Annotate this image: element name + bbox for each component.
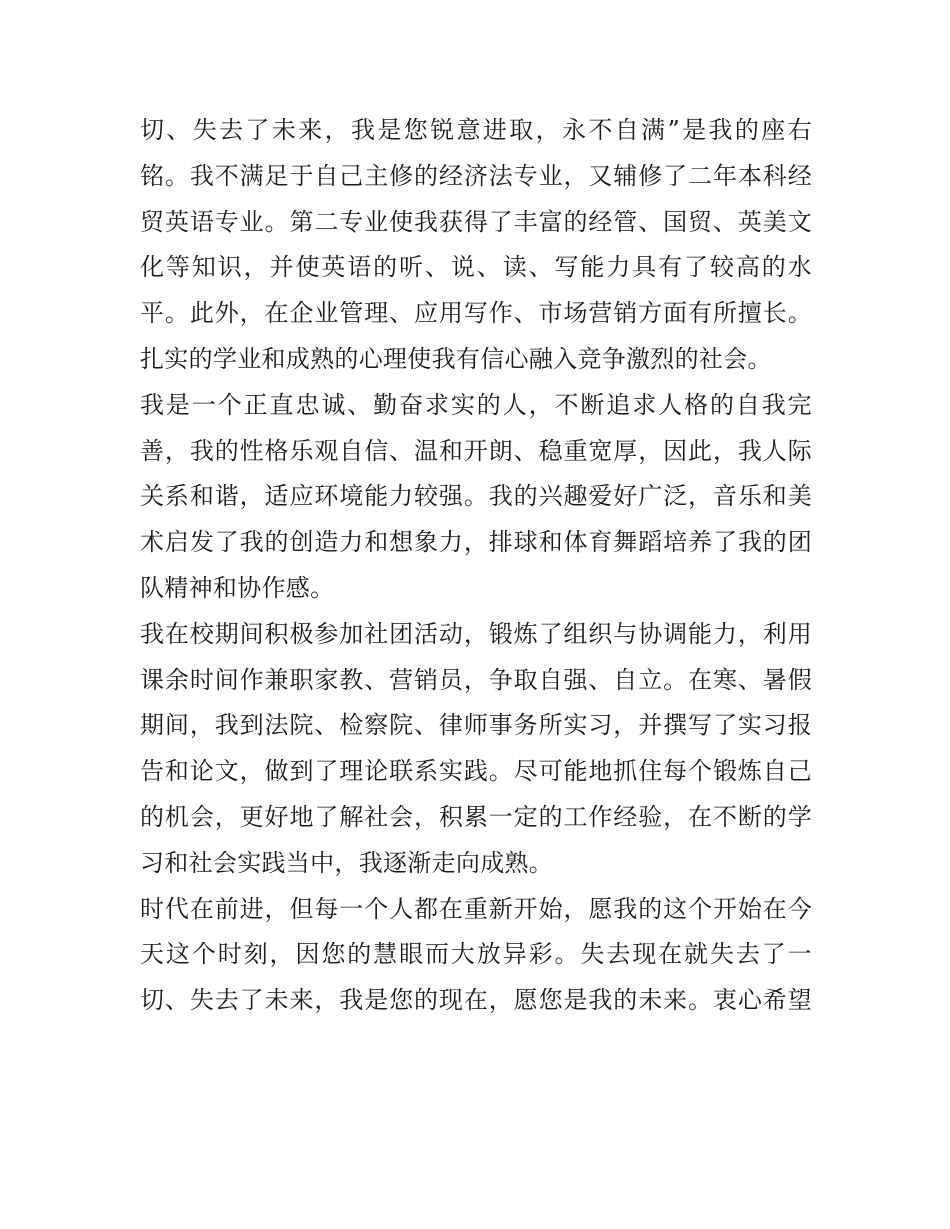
text-line: 的机会，更好地了解社会，积累一定的工作经验，在不断的学	[140, 802, 812, 831]
text-line: 术启发了我的创造力和想象力，排球和体育舞蹈培养了我的团	[140, 528, 812, 557]
text-line: 切、失去了未来，我是您锐意进取，永不自满”是我的座右	[140, 116, 812, 144]
text-line: 队精神和协作感。	[140, 573, 335, 602]
text-line: 我在校期间积极参加社团活动，锻炼了组织与协调能力，利用	[140, 619, 812, 648]
text-line: 平。此外，在企业管理、应用写作、市场营销方面有所擅长。	[140, 299, 812, 328]
text-line: 期间，我到法院、检察院、律师事务所实习，并撰写了实习报	[140, 711, 812, 740]
text-line: 扎实的学业和成熟的心理使我有信心融入竞争激烈的社会。	[140, 344, 772, 373]
text-line: 天这个时刻，因您的慧眼而大放异彩。失去现在就失去了一	[140, 940, 812, 969]
text-line: 关系和谐，适应环境能力较强。我的兴趣爱好广泛，音乐和美	[140, 482, 812, 511]
text-line: 切、失去了未来，我是您的现在，愿您是我的未来。衷心希望	[140, 986, 812, 1015]
text-line: 善，我的性格乐观自信、温和开朗、稳重宽厚，因此，我人际	[140, 436, 812, 465]
text-line: 化等知识，并使英语的听、说、读、写能力具有了较高的水	[140, 253, 812, 282]
body-text	[140, 108, 812, 1024]
text-line: 课余时间作兼职家教、营销员，争取自强、自立。在寒、暑假	[140, 665, 812, 694]
text-line: 习和社会实践当中，我逐渐走向成熟。	[140, 848, 554, 877]
text-line: 时代在前进，但每一个人都在重新开始，愿我的这个开始在今	[140, 894, 812, 923]
text-line: 告和论文，做到了理论联系实践。尽可能地抓住每个锻炼自己	[140, 757, 812, 786]
text-line: 铭。我不满足于自己主修的经济法专业，又辅修了二年本科经	[140, 161, 812, 190]
text-line: 贸英语专业。第二专业使我获得了丰富的经管、国贸、英美文	[140, 207, 812, 236]
text-line: 我是一个正直忠诚、勤奋求实的人，不断追求人格的自我完	[140, 390, 812, 419]
